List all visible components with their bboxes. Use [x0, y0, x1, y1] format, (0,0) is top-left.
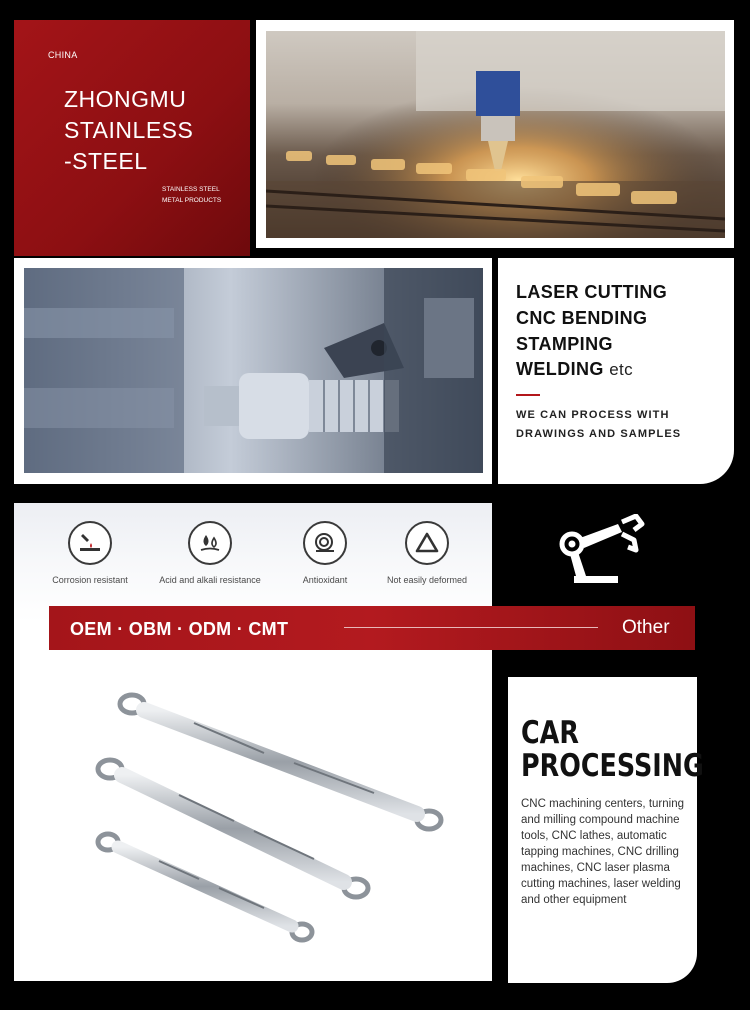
feature-corrosion — [30, 521, 150, 585]
banner-other: Other — [622, 617, 670, 638]
features-panel — [14, 503, 492, 981]
robot-arm-icon — [556, 514, 648, 586]
lathe-photo-frame — [14, 258, 492, 484]
process-item — [516, 359, 633, 380]
drops-icon — [188, 521, 232, 565]
process-item: CNC BENDING — [516, 308, 648, 328]
process-note-line: DRAWINGS AND SAMPLES — [516, 428, 682, 440]
car-processing-description: CNC machining centers, turning and milling compound machine tools, CNC lathes, automatic tapping machines, CNC drilling machines, CNC laser plasma cutting machines, laser welding and other equipment — [521, 798, 684, 906]
feature-label: Acid and alkali resistance — [159, 575, 261, 585]
process-item-label: STAMPING — [516, 334, 613, 354]
process-item: LASER CUTTING — [516, 282, 668, 302]
process-list-card — [498, 258, 734, 484]
feature-label: Corrosion resistant — [52, 575, 128, 585]
service-models: OEM · OBM · ODM · CMT — [70, 619, 289, 639]
brand-title-line: -STEEL — [64, 148, 148, 174]
brand-subtitle — [162, 184, 221, 206]
triangle-icon — [405, 521, 449, 565]
brand-subtitle-line: STAINLESS STEEL — [162, 186, 220, 193]
process-suffix: etc — [609, 360, 634, 379]
corrosion-icon — [68, 521, 112, 565]
brand-tile — [14, 20, 250, 256]
feature-label: Not easily deformed — [386, 575, 468, 585]
process-item-label: WELDING — [516, 359, 604, 379]
brand-title-line: ZHONGMU — [64, 86, 187, 112]
brand-title — [64, 84, 193, 177]
laser-photo-frame — [256, 20, 734, 248]
cnc-lathe-photo — [24, 268, 483, 473]
process-item — [516, 334, 613, 355]
laser-cutting-photo — [266, 31, 725, 238]
turnbuckle-product-photo — [84, 683, 454, 953]
feature-acid-alkali — [150, 521, 270, 585]
divider — [516, 394, 540, 396]
coil-icon — [303, 521, 347, 565]
feature-not-deformed — [367, 521, 487, 585]
car-title-line: CAR — [521, 715, 579, 751]
car-processing-card — [508, 677, 704, 983]
brand-country: CHINA — [48, 50, 78, 60]
banner-divider-line — [344, 627, 598, 628]
service-banner — [49, 606, 695, 650]
brand-title-line: STAINLESS — [64, 117, 194, 143]
process-note-line: WE CAN PROCESS WITH — [516, 409, 670, 421]
car-title-line: PROCESSING — [521, 748, 704, 784]
feature-label: Antioxidant — [302, 575, 348, 585]
brand-subtitle-line: METAL PRODUCTS — [162, 197, 222, 204]
process-note — [516, 406, 681, 444]
car-processing-title — [521, 717, 704, 783]
